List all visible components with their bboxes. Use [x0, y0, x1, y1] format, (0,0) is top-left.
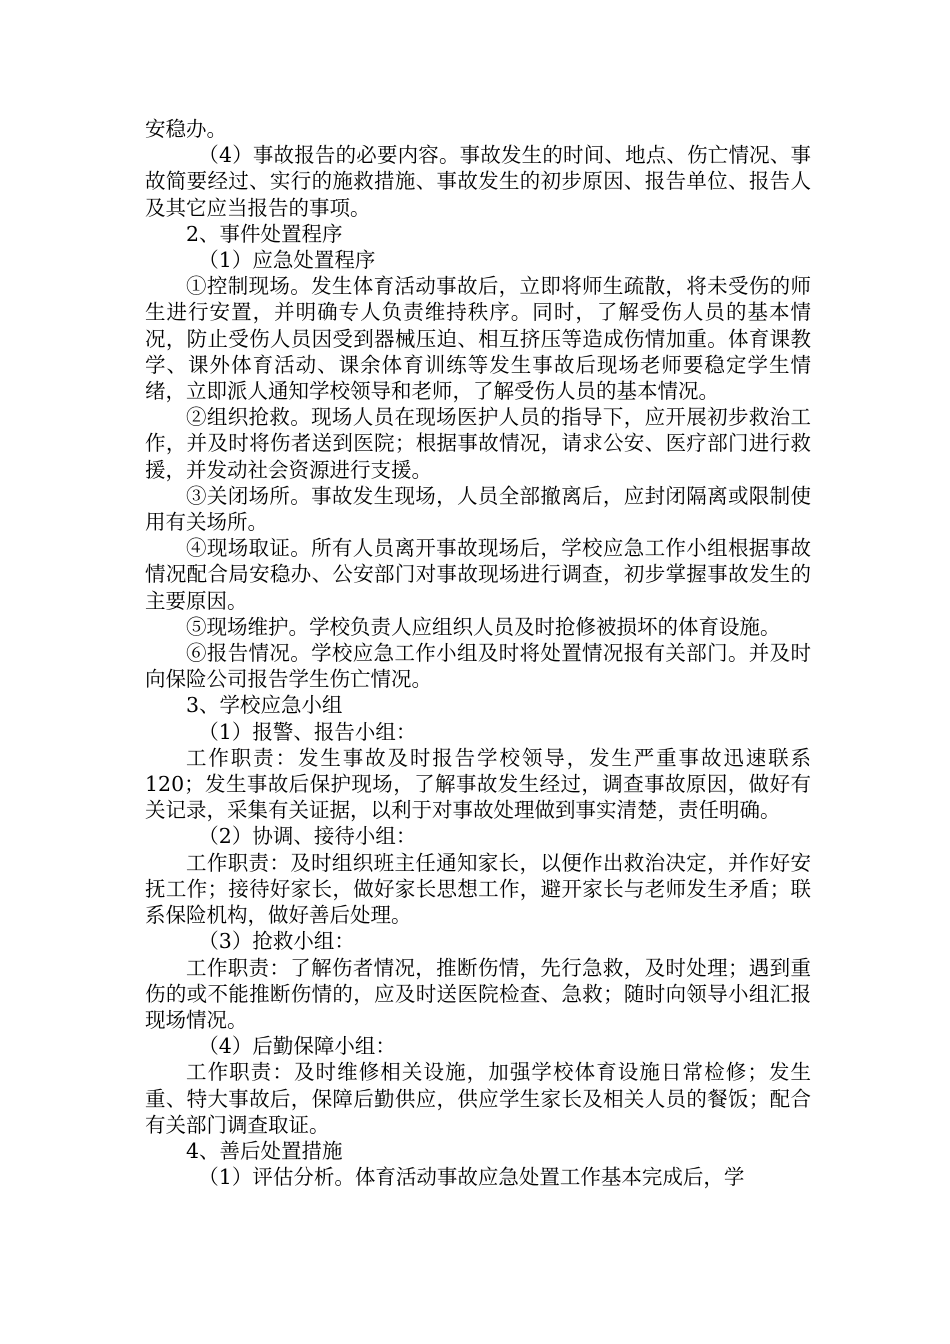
- paragraph: ⑥报告情况。学校应急工作小组及时将处置情况报有关部门。并及时向保险公司报告学生伤亡情况。: [145, 641, 811, 692]
- paragraph: ②组织抢救。现场人员在现场医护人员的指导下，应开展初步救治工作，并及时将伤者送到医院；根据事故情况，请求公安、医疗部门进行救援，并发动社会资源进行支援。: [145, 405, 811, 482]
- subsection-heading: （1）报警、报告小组：: [198, 719, 417, 744]
- paragraph: ①控制现场。发生体育活动事故后，立即将师生疏散，将未受伤的师生进行安置，并明确专人负责维持秩序。同时，了解受伤人员的基本情况，防止受伤人员因受到器械压迫、相互挤压等造成伤情加重。体育课教学、课外体育活动、课余体育训练等发生事故后现场老师要稳定学生情绪，立即派人通知学校领导和老师，了解受伤人员的基本情况。: [145, 274, 811, 404]
- section-heading: 2、事件处置程序: [186, 221, 343, 246]
- section-heading: 3、学校应急小组: [186, 693, 343, 718]
- paragraph: 工作职责：发生事故及时报告学校领导，发生严重事故迅速联系120；发生事故后保护现场，了解事故发生经过，调查事故原因，做好有关记录，采集有关证据，以利于对事故处理做到事实清楚，责任明确。: [145, 745, 811, 823]
- subsection-heading: （3）抢救小组：: [198, 929, 355, 954]
- subsection-heading: （4）后勤保障小组：: [198, 1034, 396, 1059]
- subsection-heading: （2）协调、接待小组：: [198, 824, 417, 849]
- document-body: [145, 116, 811, 1190]
- paragraph: 安稳办。: [145, 117, 227, 141]
- subsection-heading: （1）应急处置程序: [198, 248, 376, 273]
- paragraph: ④现场取证。所有人员离开事故现场后，学校应急工作小组根据事故情况配合局安稳办、公安部门对事故现场进行调查，初步掌握事故发生的主要原因。: [145, 536, 811, 613]
- paragraph: （1）评估分析。体育活动事故应急处置工作基本完成后，学: [198, 1165, 745, 1190]
- paragraph: 工作职责：了解伤者情况，推断伤情，先行急救，及时处理；遇到重伤的或不能推断伤情的，应及时送医院检查、急救；随时向领导小组汇报现场情况。: [145, 955, 811, 1032]
- section-heading: 4、善后处置措施: [186, 1138, 343, 1163]
- paragraph: （4）事故报告的必要内容。事故发生的时间、地点、伤亡情况、事故简要经过、实行的施救措施、事故发生的初步原因、报告单位、报告人及其它应当报告的事项。: [145, 143, 811, 220]
- paragraph: 工作职责：及时维修相关设施，加强学校体育设施日常检修；发生重、特大事故后，保障后勤供应，供应学生家长及相关人员的餐饭；配合有关部门调查取证。: [145, 1060, 811, 1137]
- paragraph: ⑤现场维护。学校负责人应组织人员及时抢修被损坏的体育设施。: [186, 614, 781, 639]
- paragraph: ③关闭场所。事故发生现场，人员全部撤离后，应封闭隔离或限制使用有关场所。: [145, 483, 811, 535]
- paragraph: 工作职责：及时组织班主任通知家长，以便作出救治决定，并作好安抚工作；接待好家长，做好家长思想工作，避开家长与老师发生矛盾；联系保险机构，做好善后处理。: [145, 850, 811, 928]
